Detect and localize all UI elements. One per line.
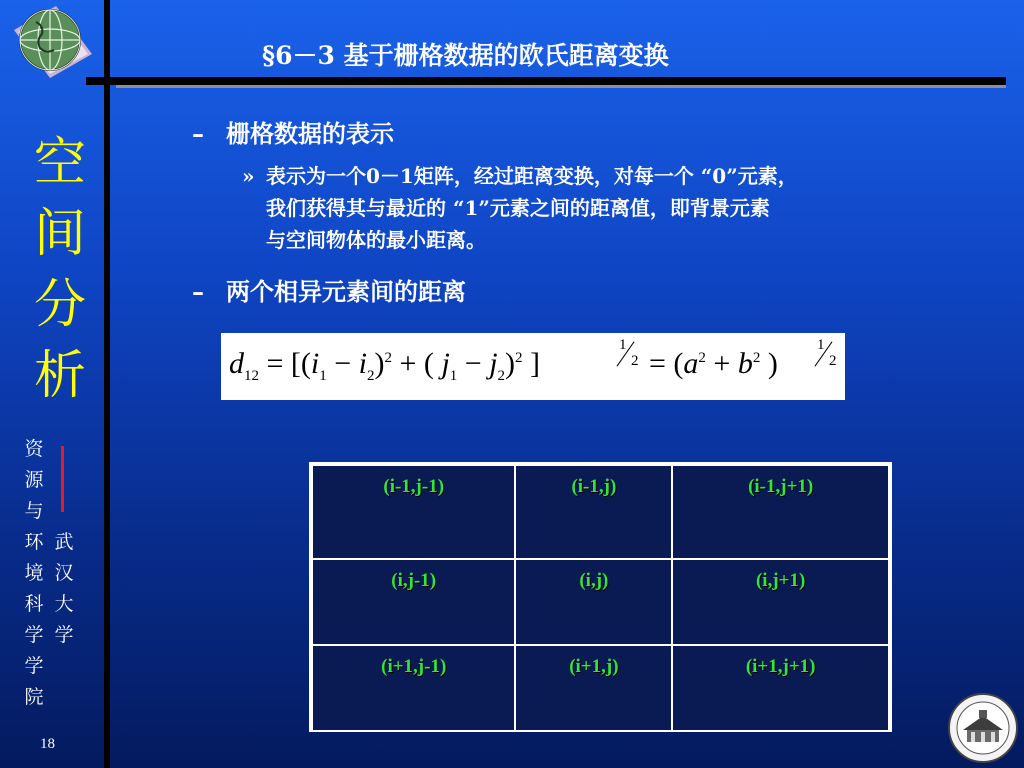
- grid-cell: (i,j-1): [312, 559, 515, 645]
- school-char: 与: [24, 500, 44, 522]
- sidebar-char: 分: [33, 275, 86, 335]
- bullet-text: 栅格数据的表示: [226, 119, 394, 148]
- bullet-raster-representation: [192, 114, 394, 149]
- sidebar-university-name: [50, 527, 78, 651]
- school-char: 学: [24, 655, 44, 677]
- univ-char: 学: [54, 624, 74, 646]
- school-char: 院: [24, 686, 44, 708]
- formula-expression-rhs: = ($a^2 + b^2$ ): [649, 347, 778, 380]
- grid-cell: (i+1,j+1): [672, 645, 889, 731]
- univ-char: 大: [54, 593, 74, 615]
- grid-cell: (i,j): [515, 559, 672, 645]
- school-char: 科: [24, 593, 44, 615]
- grid-row: [312, 559, 889, 645]
- sidebar-course-title: [30, 128, 90, 412]
- vertical-divider: [104, 0, 110, 768]
- school-char: 境: [24, 562, 44, 584]
- exponent-numerator: 1: [817, 337, 825, 353]
- page-title: §6－3 基于栅格数据的欧氏距离变换: [262, 41, 669, 70]
- univ-char: 汉: [54, 562, 74, 584]
- grid-cell: (i+1,j): [515, 645, 672, 731]
- bullet-text: 两个相异元素间的距离: [226, 277, 466, 306]
- sidebar-red-divider: [61, 446, 64, 512]
- exponent-denominator: 2: [631, 353, 639, 369]
- page-number: 18: [40, 736, 55, 752]
- bullet-dash: –: [192, 119, 204, 148]
- grid-cell: (i-1,j-1): [312, 465, 515, 559]
- globe-logo-icon: [6, 2, 96, 78]
- sub-bullet-line: 与空间物体的最小距离。: [266, 228, 486, 252]
- title-underline-shadow: [116, 85, 1006, 88]
- sub-bullet-mark: »: [242, 164, 255, 188]
- grid-row: [312, 465, 889, 559]
- school-char: 资: [24, 438, 44, 460]
- sidebar-char: 间: [33, 204, 86, 264]
- bullet-distance-between-elements: [192, 272, 466, 307]
- exponent-denominator: 2: [829, 353, 837, 369]
- formula-expression: $d_{12} = [(i_1 - i_2)^2$ + ( $j_1 - j_2)^2$ ]: [229, 347, 541, 384]
- school-char: 源: [24, 469, 44, 491]
- grid-row: [312, 645, 889, 731]
- sub-bullet-line: 表示为一个0－1矩阵，经过距离变换，对每一个 “0”元素，: [266, 164, 798, 188]
- neighborhood-grid: [309, 462, 892, 732]
- sidebar-char: 空: [33, 133, 86, 193]
- exponent-numerator: 1: [619, 337, 627, 353]
- school-char: 学: [24, 624, 44, 646]
- title-underline: [86, 77, 1006, 85]
- grid-cell: (i,j+1): [672, 559, 889, 645]
- sub-bullet-line: 我们获得其与最近的 “1”元素之间的距离值，即背景元素: [266, 196, 770, 220]
- grid-cell: (i-1,j+1): [672, 465, 889, 559]
- univ-char: 武: [54, 531, 74, 553]
- sidebar-char: 析: [33, 346, 86, 406]
- sidebar: [0, 0, 104, 768]
- euclidean-distance-formula: [221, 333, 845, 400]
- neighborhood-table: [311, 464, 890, 732]
- university-seal-icon: [947, 692, 1019, 764]
- bullet-dash: –: [192, 277, 204, 306]
- grid-cell: (i-1,j): [515, 465, 672, 559]
- grid-cell: (i+1,j-1): [312, 645, 515, 731]
- sidebar-school-name: [20, 434, 48, 713]
- school-char: 环: [24, 531, 44, 553]
- sub-bullet-description: [242, 160, 1002, 256]
